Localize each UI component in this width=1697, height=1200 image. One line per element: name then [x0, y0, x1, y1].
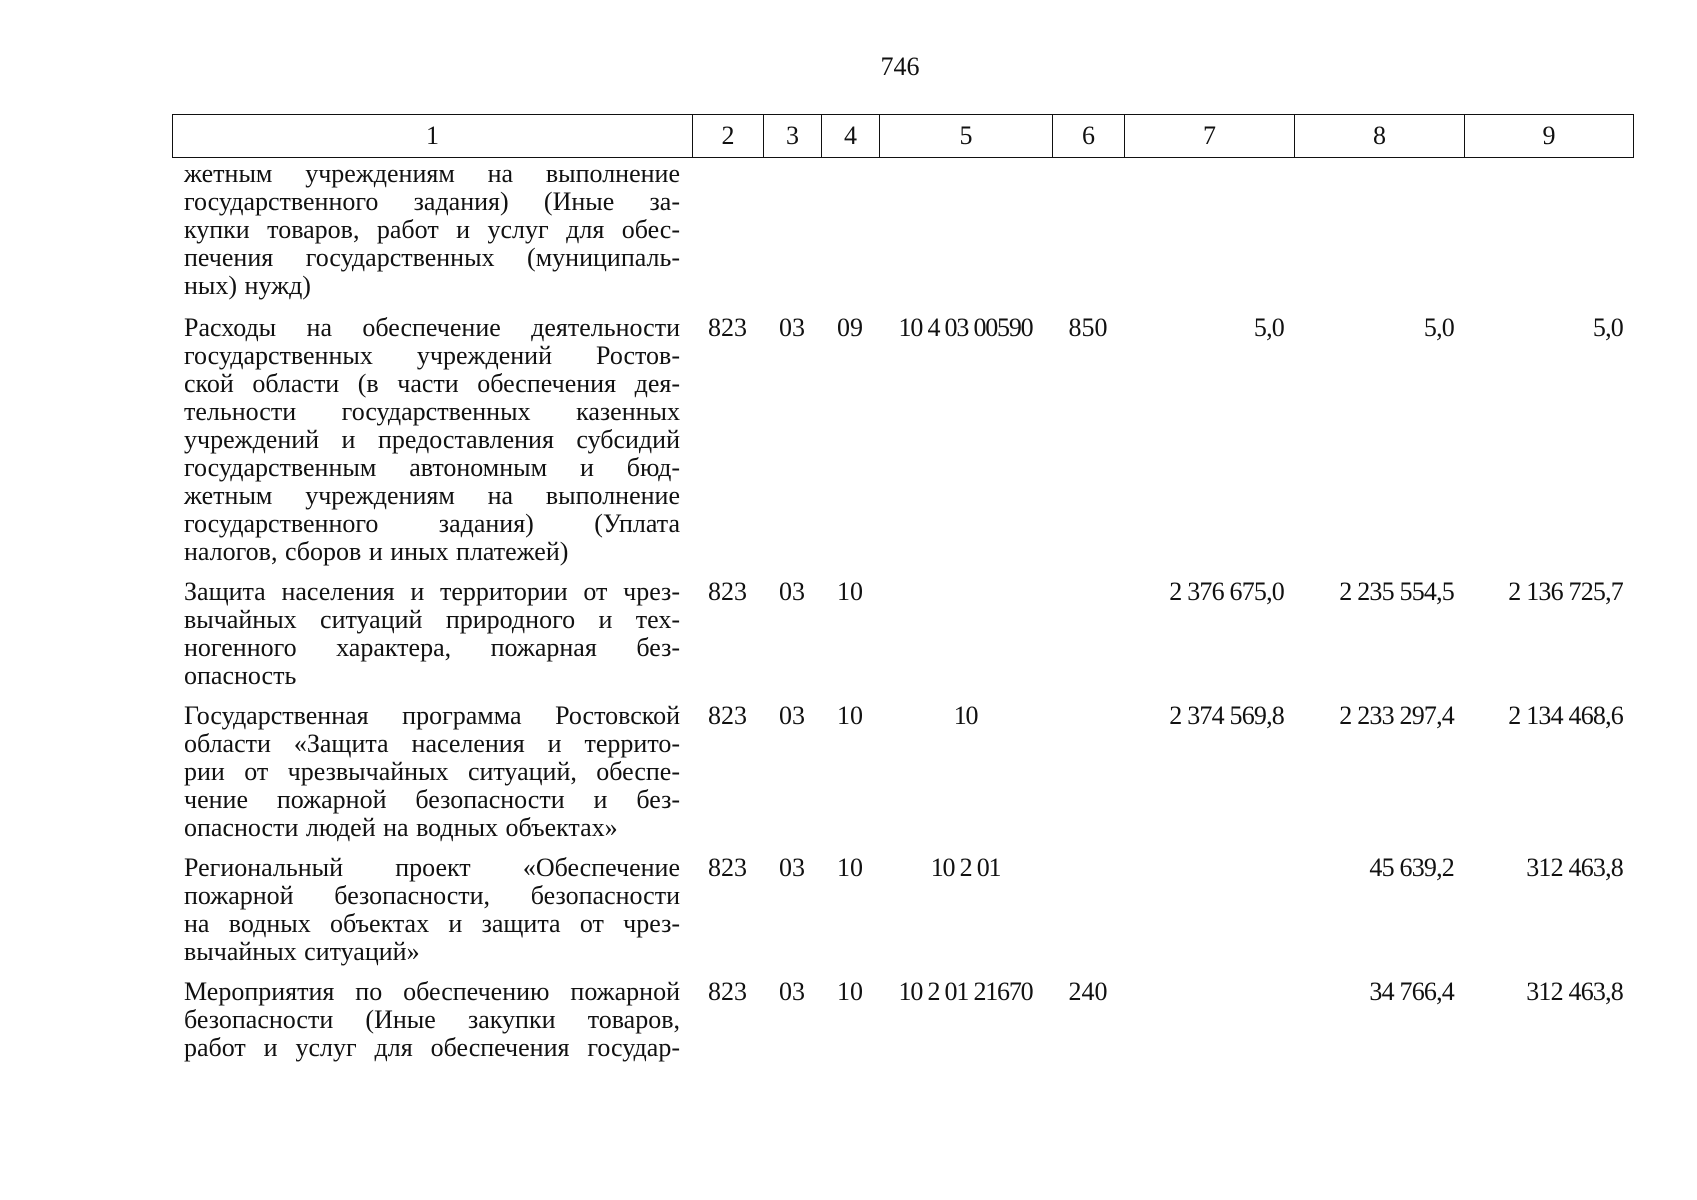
page-number: 746 — [880, 52, 920, 81]
row-description — [172, 854, 692, 966]
section-code: 03 — [779, 853, 805, 882]
row-description — [172, 702, 692, 842]
column-header-4: 4 — [822, 115, 880, 158]
description-line: рии от чрезвычайных ситуаций, обеспе- — [184, 757, 680, 786]
table-row — [172, 578, 1633, 690]
subsection-code: 09 — [837, 313, 863, 342]
description-line: государственных учреждений Ростов- — [184, 341, 680, 370]
amount-col-8: 2 233 297,4 — [1339, 701, 1454, 730]
description-line: купки товаров, работ и услуг для обес- — [184, 215, 680, 244]
subsection-code: 10 — [837, 701, 863, 730]
description-line: Расходы на обеспечение деятельности — [184, 313, 680, 342]
description-line: опасности людей на водных объектах» — [184, 813, 618, 842]
description-line: области «Защита населения и террито- — [184, 729, 680, 758]
ministry-code: 823 — [708, 977, 747, 1006]
expense-type-code: 240 — [1068, 977, 1108, 1006]
column-header-1: 1 — [173, 115, 693, 158]
subsection-code: 10 — [837, 853, 863, 882]
column-header-9: 9 — [1465, 115, 1634, 158]
subsection-code: 10 — [837, 577, 863, 606]
row-description — [172, 160, 692, 300]
description-line: безопасности (Иные закупки товаров, — [184, 1005, 680, 1034]
description-line: опасность — [184, 661, 297, 690]
section-code: 03 — [779, 701, 805, 730]
description-line: Мероприятия по обеспечению пожарной — [184, 977, 680, 1006]
description-line: жетным учреждениям на выполнение — [184, 159, 680, 188]
ministry-code: 823 — [708, 701, 747, 730]
description-line: вычайных ситуаций» — [184, 937, 420, 966]
description-line: ской области (в части обеспечения дея- — [184, 369, 680, 398]
description-line: налогов, сборов и иных платежей) — [184, 537, 569, 566]
ministry-code: 823 — [708, 853, 747, 882]
row-description — [172, 978, 692, 1062]
column-header-7: 7 — [1125, 115, 1295, 158]
column-header-2: 2 — [693, 115, 764, 158]
description-line: чение пожарной безопасности и без- — [184, 785, 680, 814]
section-code: 03 — [779, 313, 805, 342]
description-line: печения государственных (муниципаль- — [184, 243, 680, 272]
column-header-3: 3 — [764, 115, 822, 158]
column-header-6: 6 — [1053, 115, 1125, 158]
description-line: Региональный проект «Обеспечение — [184, 853, 680, 882]
description-line: работ и услуг для обеспечения государ- — [184, 1033, 680, 1062]
table-body — [172, 160, 1633, 1074]
amount-col-9: 2 134 468,6 — [1508, 701, 1623, 730]
description-line: ногенного характера, пожарная без- — [184, 633, 680, 662]
amount-col-9: 5,0 — [1592, 313, 1623, 342]
description-line: государственного задания) (Уплата — [184, 509, 680, 538]
expense-type-code: 850 — [1068, 313, 1108, 342]
ministry-code: 823 — [708, 313, 747, 342]
column-header-row — [173, 115, 1634, 158]
column-header-5: 5 — [880, 115, 1053, 158]
table-row — [172, 314, 1633, 566]
description-line: Защита населения и территории от чрез- — [184, 577, 680, 606]
description-line: государственным автономным и бюд- — [184, 453, 680, 482]
target-article-code: 10 2 01 — [930, 853, 1001, 882]
ministry-code: 823 — [708, 577, 747, 606]
target-article-code: 10 2 01 21670 — [898, 977, 1033, 1006]
description-line: пожарной безопасности, безопасности — [184, 881, 680, 910]
table-row — [172, 160, 1633, 300]
row-description — [172, 578, 692, 690]
description-line: тельности государственных казенных — [184, 397, 680, 426]
section-code: 03 — [779, 577, 805, 606]
description-line: государственного задания) (Иные за- — [184, 187, 680, 216]
amount-col-7: 5,0 — [1253, 313, 1284, 342]
amount-col-9: 312 463,8 — [1526, 977, 1623, 1006]
table-row — [172, 854, 1633, 966]
amount-col-7: 2 376 675,0 — [1169, 577, 1284, 606]
description-line: учреждений и предоставления субсидий — [184, 425, 680, 454]
description-line: вычайных ситуаций природного и тех- — [184, 605, 680, 634]
amount-col-9: 2 136 725,7 — [1508, 577, 1623, 606]
description-line: на водных объектах и защита от чрез- — [184, 909, 680, 938]
column-header-8: 8 — [1295, 115, 1465, 158]
description-line: жетным учреждениям на выполнение — [184, 481, 680, 510]
amount-col-8: 2 235 554,5 — [1339, 577, 1454, 606]
amount-col-8: 45 639,2 — [1369, 853, 1454, 882]
target-article-code: 10 — [953, 701, 978, 730]
column-header-table — [172, 114, 1634, 158]
table-row — [172, 702, 1633, 842]
subsection-code: 10 — [837, 977, 863, 1006]
amount-col-7: 2 374 569,8 — [1169, 701, 1284, 730]
description-line: Государственная программа Ростовской — [184, 701, 680, 730]
section-code: 03 — [779, 977, 805, 1006]
description-line: ных) нужд) — [184, 271, 311, 300]
amount-col-9: 312 463,8 — [1526, 853, 1623, 882]
row-description — [172, 314, 692, 566]
table-row — [172, 978, 1633, 1062]
target-article-code: 10 4 03 00590 — [898, 313, 1033, 342]
amount-col-8: 5,0 — [1423, 313, 1454, 342]
amount-col-8: 34 766,4 — [1369, 977, 1454, 1006]
